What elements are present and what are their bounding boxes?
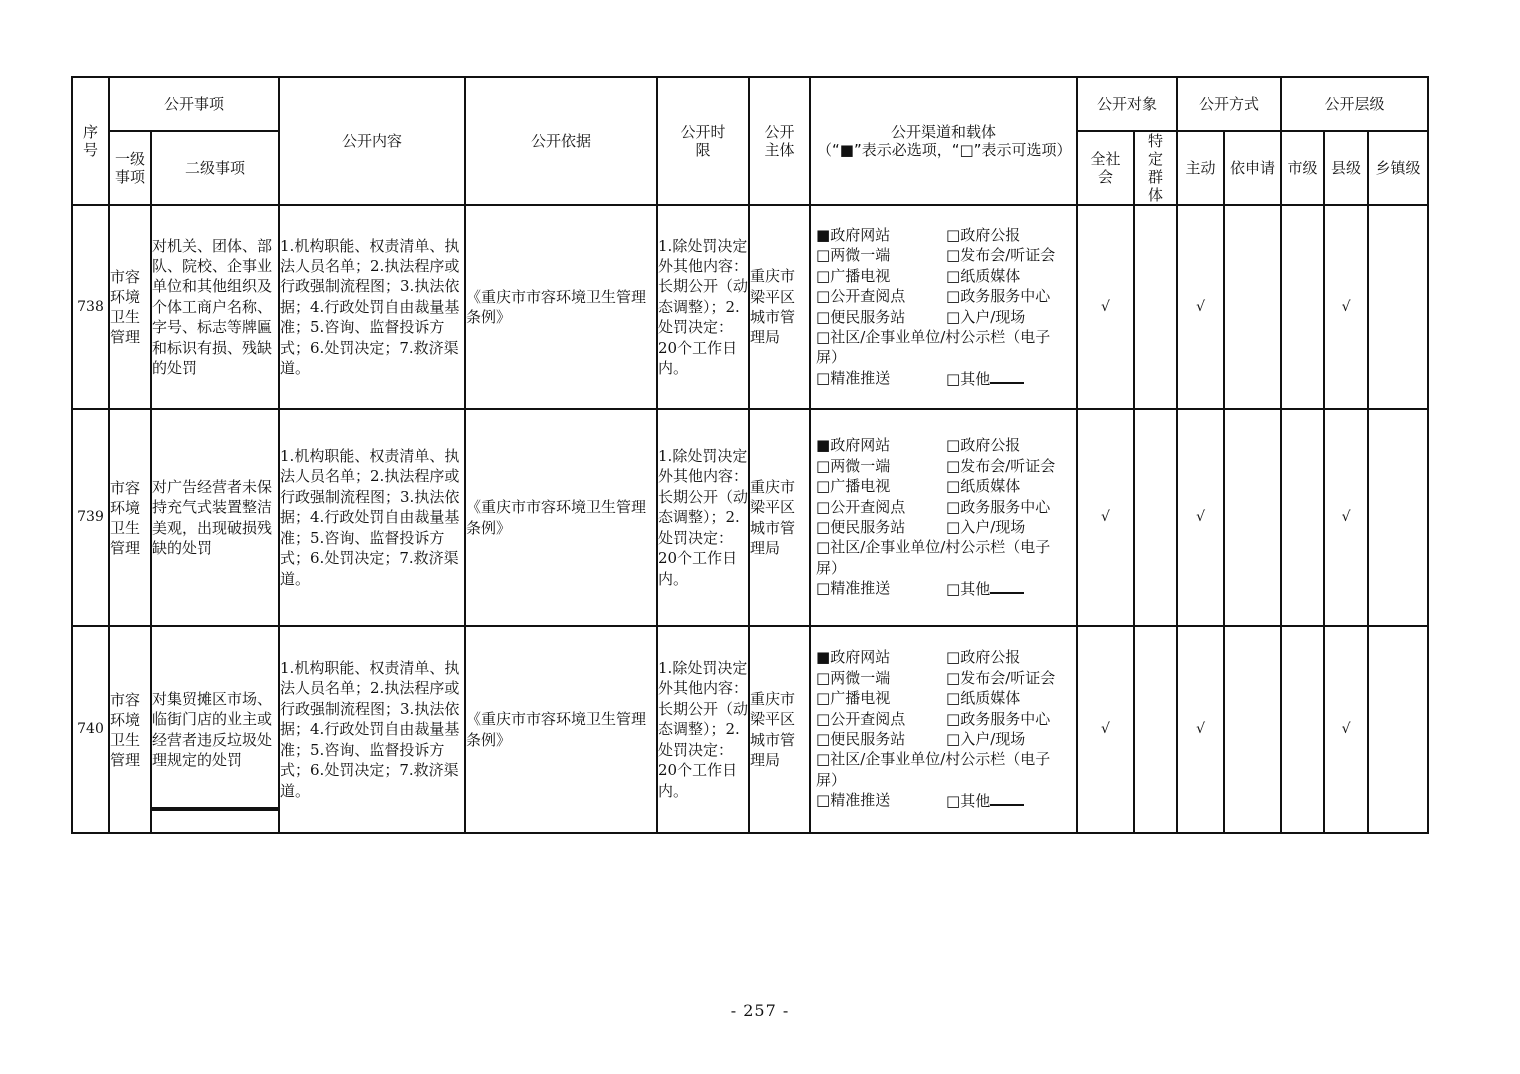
header-basis: 公开依据 [465, 77, 657, 205]
row-basis: 《重庆市市容环境卫生管理条例》 [465, 205, 657, 409]
channel-press-hearing: □发布会/听证会 [946, 456, 1056, 475]
channel-weibo-wechat-app: □两微一端 [816, 246, 891, 265]
channel-gov-gazette: □政府公报 [946, 436, 1021, 455]
channel-reading-point: □公开查阅点 [816, 709, 906, 728]
channel-print-media: □纸质媒体 [946, 477, 1021, 496]
row-level-county: √ [1324, 205, 1368, 409]
row-target-all: √ [1077, 205, 1134, 409]
row-basis: 《重庆市市容环境卫生管理条例》 [465, 626, 657, 833]
row-target-all: √ [1077, 626, 1134, 833]
table-row [72, 205, 1428, 409]
page-number: - 257 - [730, 1001, 790, 1020]
row-level1: 市容环境卫生管理 [109, 626, 151, 833]
channel-service-center: □政务服务中心 [946, 709, 1051, 728]
channel-door-to-door: □入户/现场 [946, 518, 1026, 536]
row-level-town [1368, 409, 1428, 626]
row-time-limit: 1.除处罚决定外其他内容：长期公开（动态调整）；2.处罚决定：20个工作日内。 [657, 205, 749, 409]
cell-bottom-rule [150, 807, 278, 811]
channel-door-to-door: □入户/现场 [946, 730, 1026, 748]
row-basis: 《重庆市市容环境卫生管理条例》 [465, 409, 657, 626]
row-method-active: √ [1177, 626, 1224, 833]
row-level2: 对机关、团体、部队、院校、企事业单位和其他组织及个体工商户名称、字号、标志等牌匾和标识有损、残缺的处罚 [151, 205, 279, 409]
channel-gov-gazette: □政府公报 [946, 648, 1021, 667]
channel-broadcast-tv: □广播电视 [816, 477, 891, 496]
channel-bulletin-board: □社区/企事业单位/村公示栏（电子屏） [816, 538, 1051, 577]
row-level1: 市容环境卫生管理 [109, 205, 151, 409]
channel-press-hearing: □发布会/听证会 [946, 668, 1056, 687]
header-method-active: 主动 [1177, 131, 1224, 205]
row-channels [810, 205, 1077, 409]
channel-targeted-push: □精准推送 [816, 579, 891, 598]
row-channels [810, 626, 1077, 833]
row-level-town [1368, 626, 1428, 833]
row-level-city [1281, 409, 1324, 626]
channel-bulletin-board: □社区/企事业单位/村公示栏（电子屏） [816, 327, 1051, 367]
table-row [72, 409, 1428, 626]
disclosure-table [71, 76, 1429, 834]
header-subject: 公开主体 [749, 77, 810, 205]
channel-broadcast-tv: □广播电视 [816, 266, 891, 285]
table-row [72, 626, 1428, 833]
header-method-apply: 依申请 [1224, 131, 1281, 205]
row-content: 1.机构职能、权责清单、执法人员名单；2.执法程序或行政强制流程图；3.执法依据；4.行政处罚自由裁量基准；5.咨询、监督投诉方式；6.处罚决定；7.救济渠道。 [279, 205, 465, 409]
row-level-city [1281, 205, 1324, 409]
channel-gov-website: ■政府网站 [816, 225, 891, 244]
channel-reading-point: □公开查阅点 [816, 497, 906, 516]
header-level-group: 公开层级 [1281, 77, 1428, 131]
row-content: 1.机构职能、权责清单、执法人员名单；2.执法程序或行政强制流程图；3.执法依据；4.行政处罚自由裁量基准；5.咨询、监督投诉方式；6.处罚决定；7.救济渠道。 [279, 626, 465, 833]
header-target-all: 全社会 [1077, 131, 1134, 205]
header-content: 公开内容 [279, 77, 465, 205]
row-target-specific [1134, 409, 1177, 626]
header-target-group: 公开对象 [1077, 77, 1177, 131]
channel-gov-website: ■政府网站 [816, 436, 891, 455]
header-level2: 二级事项 [151, 131, 279, 205]
header-channel-title: 公开渠道和载体 [891, 123, 997, 141]
channel-press-hearing: □发布会/听证会 [946, 246, 1056, 265]
channel-other: □其他 [946, 790, 1024, 811]
row-level-town [1368, 205, 1428, 409]
blank-underline [990, 790, 1024, 806]
row-seq: 738 [72, 205, 109, 409]
row-time-limit: 1.除处罚决定外其他内容：长期公开（动态调整）；2.处罚决定：20个工作日内。 [657, 626, 749, 833]
header-level-county: 县级 [1324, 131, 1368, 205]
row-level-county: √ [1324, 409, 1368, 626]
channel-service-center: □政务服务中心 [946, 497, 1051, 516]
row-subject: 重庆市梁平区城市管理局 [749, 626, 810, 833]
channel-broadcast-tv: □广播电视 [816, 689, 891, 708]
channel-service-station: □便民服务站 [816, 307, 906, 326]
header-level-city: 市级 [1281, 131, 1324, 205]
channel-print-media: □纸质媒体 [946, 266, 1021, 285]
channel-gov-website: ■政府网站 [816, 648, 891, 667]
header-method-group: 公开方式 [1177, 77, 1281, 131]
blank-underline [990, 368, 1024, 384]
row-method-active: √ [1177, 409, 1224, 626]
header-level-town: 乡镇级 [1368, 131, 1428, 205]
channel-targeted-push: □精准推送 [816, 368, 891, 387]
row-level2: 对集贸摊区市场、临街门店的业主或经营者违反垃圾处理规定的处罚 [151, 626, 279, 833]
row-level-city [1281, 626, 1324, 833]
header-seq: 序号 [72, 77, 109, 205]
row-time-limit: 1.除处罚决定外其他内容：长期公开（动态调整）；2.处罚决定：20个工作日内。 [657, 409, 749, 626]
channel-gov-gazette: □政府公报 [946, 225, 1021, 244]
header-time-limit: 公开时限 [657, 77, 749, 205]
header-channel-note: （“■”表示必选项，“□”表示可选项） [817, 141, 1072, 159]
channel-service-station: □便民服务站 [816, 730, 906, 748]
row-subject: 重庆市梁平区城市管理局 [749, 409, 810, 626]
channel-targeted-push: □精准推送 [816, 791, 891, 810]
channel-other: □其他 [946, 368, 1024, 389]
row-target-specific [1134, 205, 1177, 409]
row-level1: 市容环境卫生管理 [109, 409, 151, 626]
header-items-group: 公开事项 [109, 77, 279, 131]
channel-other: □其他 [946, 578, 1024, 599]
channel-bulletin-board: □社区/企事业单位/村公示栏（电子屏） [816, 750, 1051, 789]
row-subject: 重庆市梁平区城市管理局 [749, 205, 810, 409]
blank-underline [990, 578, 1024, 594]
row-method-apply [1224, 205, 1281, 409]
row-target-specific [1134, 626, 1177, 833]
row-content: 1.机构职能、权责清单、执法人员名单；2.执法程序或行政强制流程图；3.执法依据；4.行政处罚自由裁量基准；5.咨询、监督投诉方式；6.处罚决定；7.救济渠道。 [279, 409, 465, 626]
row-level2: 对广告经营者未保持充气式装置整洁美观，出现破损残缺的处罚 [151, 409, 279, 626]
header-target-specific: 特定群体 [1134, 131, 1177, 205]
channel-weibo-wechat-app: □两微一端 [816, 456, 891, 475]
row-level-county: √ [1324, 626, 1368, 833]
row-seq: 739 [72, 409, 109, 626]
header-channel [810, 77, 1077, 205]
header-level1: 一级事项 [109, 131, 151, 205]
row-method-active: √ [1177, 205, 1224, 409]
channel-service-center: □政务服务中心 [946, 287, 1051, 306]
row-method-apply [1224, 626, 1281, 833]
channel-door-to-door: □入户/现场 [946, 307, 1026, 326]
row-seq: 740 [72, 626, 109, 833]
row-method-apply [1224, 409, 1281, 626]
row-target-all: √ [1077, 409, 1134, 626]
row-channels [810, 409, 1077, 626]
channel-print-media: □纸质媒体 [946, 689, 1021, 708]
channel-weibo-wechat-app: □两微一端 [816, 668, 891, 687]
channel-service-station: □便民服务站 [816, 518, 906, 536]
channel-reading-point: □公开查阅点 [816, 287, 906, 306]
